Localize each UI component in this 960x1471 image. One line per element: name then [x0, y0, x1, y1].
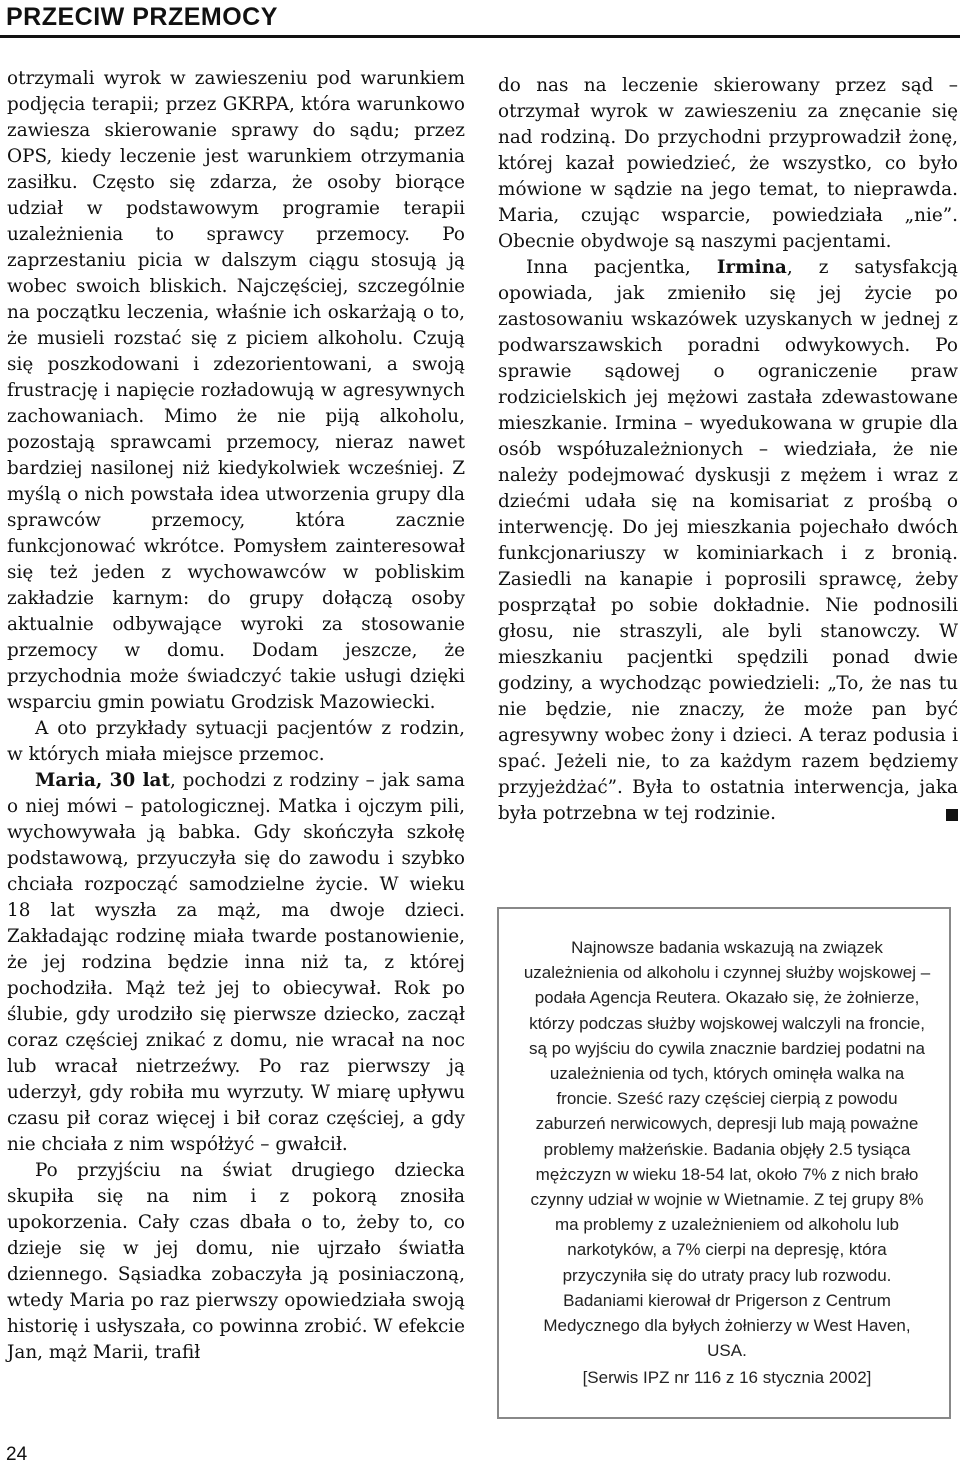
page-header — [0, 0, 960, 42]
sidebar-text: Najnowsze badania wskazują na związek uzależnienia od alkoholu i czynnej służby wojskowej – podała Agencja Reutera. Okazało się, że żołnierze, którzy podczas służby wojskowej walczyli na froncie, są po wyjściu do cywila znacznie bardziej podatni na uzależnienia od tych, których ominęła walka na froncie. Sześć razy częściej cierpią z powodu zaburzeń nerwicowych, depresji lub mają poważne problemy małżeńskie. Badania objęły 2.5 tysiąca mężczyzn w wieku 18-54 lat, około 7% z nich brało czynny udział w wojnie w Wietnamie. Z tej grupy 8% ma problemy z uzależnieniem od alkoholu lub narkotyków, a 7% cierpi na depresję, która przyczyniła się do utraty pracy lub rozwodu. Badaniami kierował dr Prigerson z Centrum Medycznego dla byłych żołnierzy w West Haven, USA. — [523, 938, 931, 1361]
paragraph-text: , pochodzi z rodziny – jak sama o niej mówi – patologicznej. Matka i ojczym pili, wychowywała ją babka. Gdy skończyła szkołę podstawową, przyuczyła się do zawodu i szybko chciała rozpocząć samodzielne życie. W wieku 18 lat wyszła za mąż, ma dwoje dzieci. Zakładając rodzinę miała twarde postanowienie, że jej rodzina będzie inna niż ta, z której pochodziła. Mąż też jej to obiecywał. Rok po ślubie, gdy urodziło się pierwsze dziecko, zaczął coraz częściej znikać z domu, nie wracał na noc lub wracał nietrzeźwy. Po raz pierwszy ją uderzył, gdy robiła mu wyrzuty. W miarę upływu czasu pił coraz więcej i bił coraz częściej, a gdy nie chciała z nim współżyć – gwałcił. — [7, 770, 465, 1155]
paragraph: do nas na leczenie skierowany przez sąd – otrzymał wyrok w zawieszeniu za znęcanie się nad rodziną. Do przychodni przyprowadził żonę, której kazał powiedzieć, że wszystko, co było mówione w sądzie na jego temat, to nieprawda. Maria, czując wsparcie, powiedziała „nie”. Obecnie obydwoje są naszymi pacjentami. — [498, 75, 958, 252]
article-column-right — [498, 73, 958, 827]
paragraph: A oto przykłady sytuacji pacjentów z rodzin, w których miała miejsce przemoc. — [7, 718, 465, 765]
end-of-article-mark — [946, 809, 958, 821]
page-number: 24 — [6, 1444, 28, 1465]
news-sidebar-box — [497, 907, 951, 1419]
article-column-left — [7, 66, 465, 1366]
patient-name-irmina: Irmina — [716, 257, 787, 278]
sidebar-source: [Serwis IPZ nr 116 z 16 stycznia 2002] — [582, 1368, 872, 1388]
patient-name-maria: Maria, 30 lat — [35, 770, 170, 791]
paragraph-irmina — [498, 255, 958, 827]
paragraph-text: , z satysfakcją opowiada, jak zmieniło się jej życie po zastosowaniu wskazówek uzyskanych w jednej z podwarszawskich poradni odwykowych. Po sprawie sądowej o ograniczenie praw rodzicielskich jej mężowi zastała zdewastowane mieszkanie. Irmina – wyedukowana w grupie dla osób współuzależnionych – wiedziała, że nie należy podejmować dyskusji z mężem i wraz z dziećmi udała się na komisariat z prośbą o interwencję. Do jej mieszkania pojechało dwóch funkcjonariuszy w kominiarkach i z bronią. Zasiedli na kanapie i poprosili sprawcę, żeby posprzątał po sobie dokładnie. Nie podnosili głosu, nie straszyli, ale byli stanowczy. W mieszkaniu pacjentki spędzili ponad dwie godziny, a wychodząc powiedzieli: „To, że nas tu nie będzie, nie znaczy, że może pan być agresywny wobec żony i dzieci. A teraz podusia i spać. Jeżeli nie, to za każdym razem będziemy przyjeżdżać”. Była to ostatnia interwencja, jaka była potrzebna w tej rodzinie. — [498, 257, 958, 824]
header-rule — [0, 35, 960, 38]
paragraph-maria — [7, 768, 465, 1158]
paragraph: Po przyjściu na świat drugiego dziecka skupiła się na nim i z pokorą znosiła upokorzenia. Cały czas dbała o to, żeby to, co dzieje się w jej domu, nie ujrzało światła dziennego. Sąsiadka zobaczyła ją posiniaczoną, wtedy Maria po raz pierwszy opowiedziała swoją historię i usłyszała, co powinna zrobić. W efekcie Jan, mąż Marii, trafił — [7, 1160, 466, 1363]
paragraph: otrzymali wyrok w zawieszeniu pod warunkiem podjęcia terapii; przez GKRPA, która warunkowo zawiesza skierowanie sprawy do sądu; przez OPS, kiedy leczenie jest warunkiem otrzymania zasiłku. Często się zdarza, że osoby biorące udział w podstawowym programie terapii uzależnienia to sprawcy przemocy. Po zaprzestaniu picia w dalszym ciągu stosują ją wobec swoich bliskich. Najczęściej, szczególnie na początku leczenia, właśnie ich oskarżają o to, że musieli rozstać się z piciem alkoholu. Czują się poszkodowani i zdezorientowani, a swoją frustrację i napięcie rozładowują w agresywnych zachowaniach. Mimo że nie piją alkoholu, pozostają sprawcami przemocy, nieraz nawet bardziej nasilonej niż kiedykolwiek wcześniej. Z myślą o nich powstała idea utworzenia grupy dla sprawców przemocy, która zacznie funkcjonować wkrótce. Pomysłem zainteresował się też jeden z wychowawców w pobliskim zakładzie karnym: do grupy dołączą osoby aktualnie odbywające wyroki za stosowanie przemocy w domu. Dodam jeszcze, że przychodnia może świadczyć takie usługi dzięki wsparciu gmin powiatu Grodzisk Mazowiecki. — [7, 68, 465, 713]
section-title: PRZECIW PRZEMOCY — [6, 3, 278, 31]
paragraph-lead: Inna pacjentka, — [526, 257, 717, 278]
